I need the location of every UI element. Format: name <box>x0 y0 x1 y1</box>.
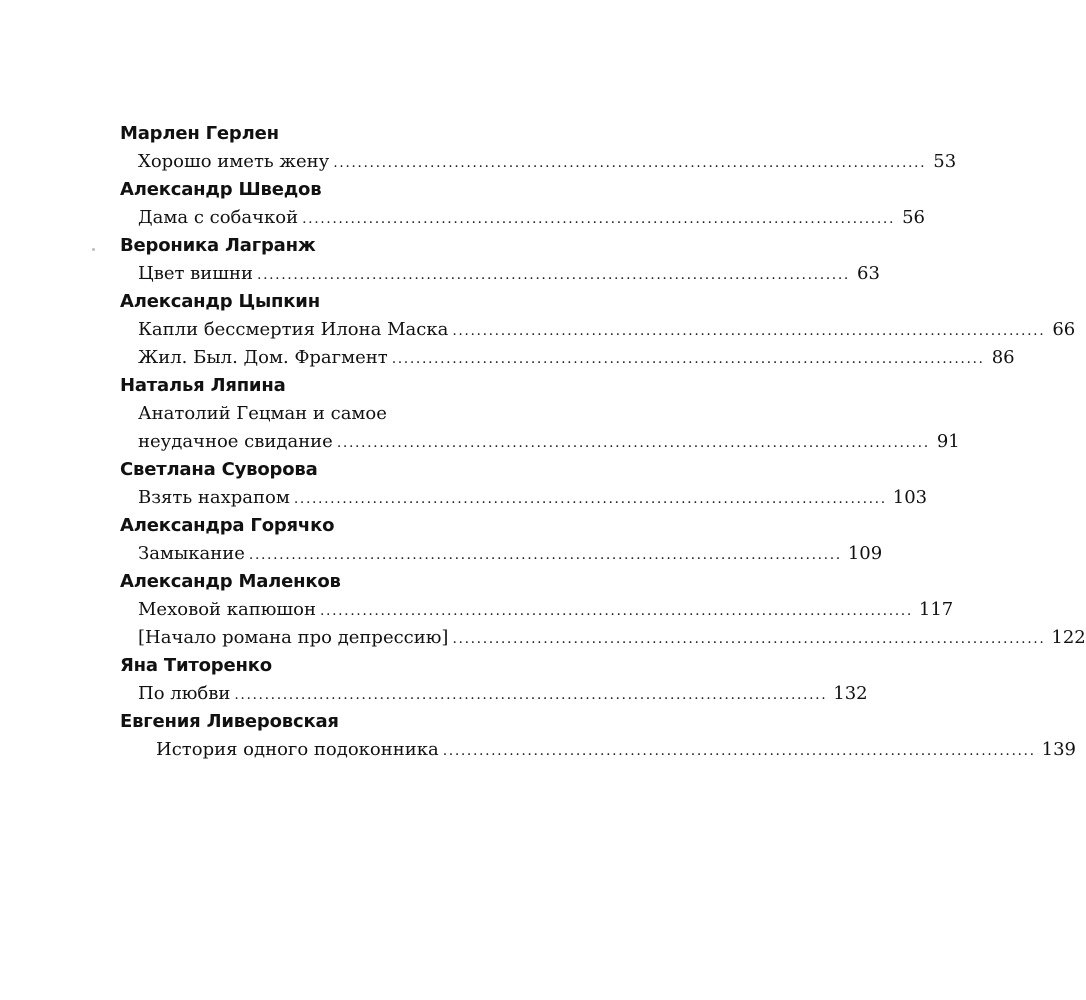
toc-entry[interactable] <box>120 624 1086 652</box>
toc-page-number: 103 <box>892 487 928 508</box>
toc-entry-title: История одного подоконника <box>156 739 439 760</box>
toc-entry-title: неудачное свидание <box>138 431 333 452</box>
dot-leader: .................................................................................................. <box>452 631 1046 647</box>
toc-page-number: 66 <box>1052 319 1076 340</box>
toc-author: Евгения Ливеровская <box>120 711 339 732</box>
toc-entry[interactable] <box>120 484 928 512</box>
toc-entry-title: Капли бессмертия Илона Маска <box>138 319 449 340</box>
toc-author: Александра Горячко <box>120 515 335 536</box>
toc-entry-title: Цвет вишни <box>138 263 254 284</box>
toc-entry-title: Меховой капюшон <box>138 599 316 620</box>
toc-entry-title: Взять нахрапом <box>138 487 290 508</box>
toc-entry-title: Жил. Был. Дом. Фрагмент <box>138 347 388 368</box>
toc-page-number: 86 <box>991 347 1015 368</box>
toc-entry-title: Дама с собачкой <box>138 207 299 228</box>
toc-page-number: 109 <box>847 543 883 564</box>
toc-page-number: 139 <box>1041 739 1077 760</box>
toc-entry[interactable] <box>120 680 868 708</box>
toc-entry[interactable] <box>120 204 926 232</box>
dot-leader: .................................................................................................. <box>391 351 985 367</box>
toc-entry[interactable] <box>120 736 1077 764</box>
toc-page-number: 132 <box>833 683 868 704</box>
dot-leader: .................................................................................................. <box>336 435 930 451</box>
toc-author: Марлен Герлен <box>120 123 279 144</box>
toc-author: Наталья Ляпина <box>120 375 286 396</box>
toc-entry-title: Хорошо иметь жену <box>138 151 330 172</box>
dot-leader: .................................................................................................. <box>452 323 1046 339</box>
toc-author: Вероника Лагранж <box>120 235 316 256</box>
toc-entry-title: Замыкание <box>138 543 245 564</box>
toc-entry-title-line: Анатолий Гецман и самое <box>138 403 387 424</box>
dot-leader: .................................................................................................. <box>257 267 850 283</box>
toc-author: Светлана Суворова <box>120 459 318 480</box>
dot-leader: .................................................................................................. <box>333 155 927 171</box>
toc-entry-title: [Начало романа про депрессию] <box>138 627 449 648</box>
toc-page-number: 91 <box>936 431 960 452</box>
dot-leader: .................................................................................................. <box>319 603 913 619</box>
toc-author: Яна Титоренко <box>120 655 272 676</box>
dot-leader: .................................................................................................. <box>442 743 1036 759</box>
toc-entry[interactable] <box>120 148 957 176</box>
toc-page-number: 53 <box>933 151 957 172</box>
toc-entry[interactable] <box>120 596 954 624</box>
toc-page-number: 63 <box>857 263 880 284</box>
dot-leader: .................................................................................................. <box>302 211 896 227</box>
toc-entry[interactable] <box>120 260 880 288</box>
toc-author: Александр Маленков <box>120 571 341 592</box>
table-of-contents <box>120 120 1086 764</box>
toc-entry[interactable] <box>120 316 1076 344</box>
dot-leader: .................................................................................................. <box>293 491 887 507</box>
page-speck <box>92 248 95 251</box>
toc-author: Александр Шведов <box>120 179 322 200</box>
toc-page-number: 122 <box>1051 627 1086 648</box>
toc-page-number: 117 <box>918 599 954 620</box>
toc-page-number: 56 <box>902 207 926 228</box>
toc-entry-title: По любви <box>138 683 231 704</box>
toc-author: Александр Цыпкин <box>120 291 320 312</box>
toc-entry[interactable] <box>120 540 883 568</box>
dot-leader: .................................................................................................. <box>234 687 828 703</box>
dot-leader: .................................................................................................. <box>248 547 842 563</box>
toc-entry[interactable] <box>120 344 1015 372</box>
toc-entry[interactable] <box>120 428 960 456</box>
